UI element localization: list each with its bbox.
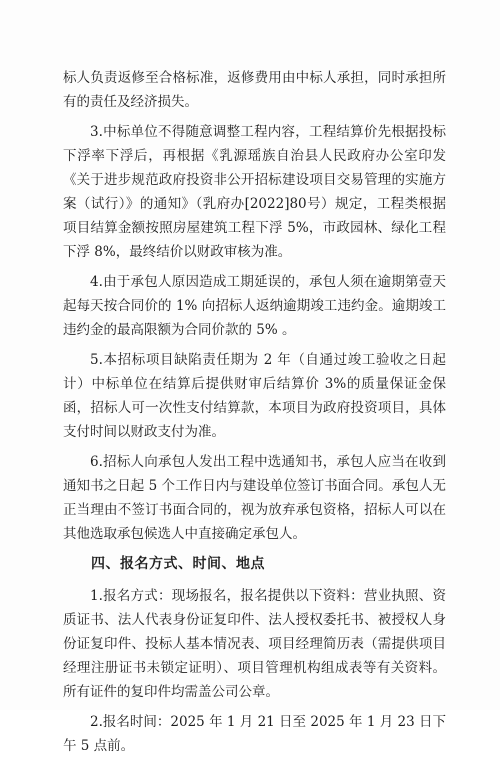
paragraph-item-4: 4.由于承包人原因造成工期延误的，承包人须在逾期第壹天起每天按合同价的 1% 向招标人返纳逾期竣工违约金。逾期竣工违约金的最高限额为合同价款的 5% 。 <box>63 274 446 338</box>
paragraph-registration-method: 1.报名方式：现场报名，报名提供以下资料：营业执照、资质证书、法人代表身份证复印件、法人授权委托书、被授权人身份证复印件、投标人基本情况表、项目经理简历表（需提供项目经理注册证书未锁定证明）、项目管理机构组成表等有关资料。所有证件的复印件均需盖公司公章。 <box>63 588 446 700</box>
section-heading-registration: 四、报名方式、时间、地点 <box>91 556 265 572</box>
paragraph-item-5: 5.本招标项目缺陷责任期为 2 年（自通过竣工验收之日起计）中标单位在结算后提供财审后结算价 3%的质量保证金保函，招标人可一次性支付结算款，本项目为政府投资项目，具体支付时间以财政支付为准。 <box>63 352 446 440</box>
paragraph-continuation: 标人负责返修至合格标准，返修费用由中标人承担，同时承担所有的责任及经济损失。 <box>63 70 446 110</box>
paragraph-registration-time: 2.报名时间：2025 年 1 月 21 日至 2025 年 1 月 23 日下午 5 点前。 <box>63 714 446 754</box>
paragraph-item-6: 6.招标人向承包人发出工程中选通知书，承包人应当在收到通知书之日起 5 个工作日内与建设单位签订书面合同。承包人无正当理由不签订书面合同的，视为放弃承包资格，招标人可以在其他选取承包候选人中直接确定承包人。 <box>63 454 446 542</box>
paragraph-item-3: 3.中标单位不得随意调整工程内容，工程结算价先根据投标下浮率下浮后，再根据《乳源瑶族自治县人民政府办公室印发《关于进步规范政府投资非公开招标建设项目交易管理的实施方案（试行）》的通知》（乳府办[2022]80号）规定，工程类根据项目结算金额按照房屋建筑工程下浮 5%，市政园林、绿化工程下浮 8%，最终结价以财政审核为准。 <box>63 124 446 260</box>
